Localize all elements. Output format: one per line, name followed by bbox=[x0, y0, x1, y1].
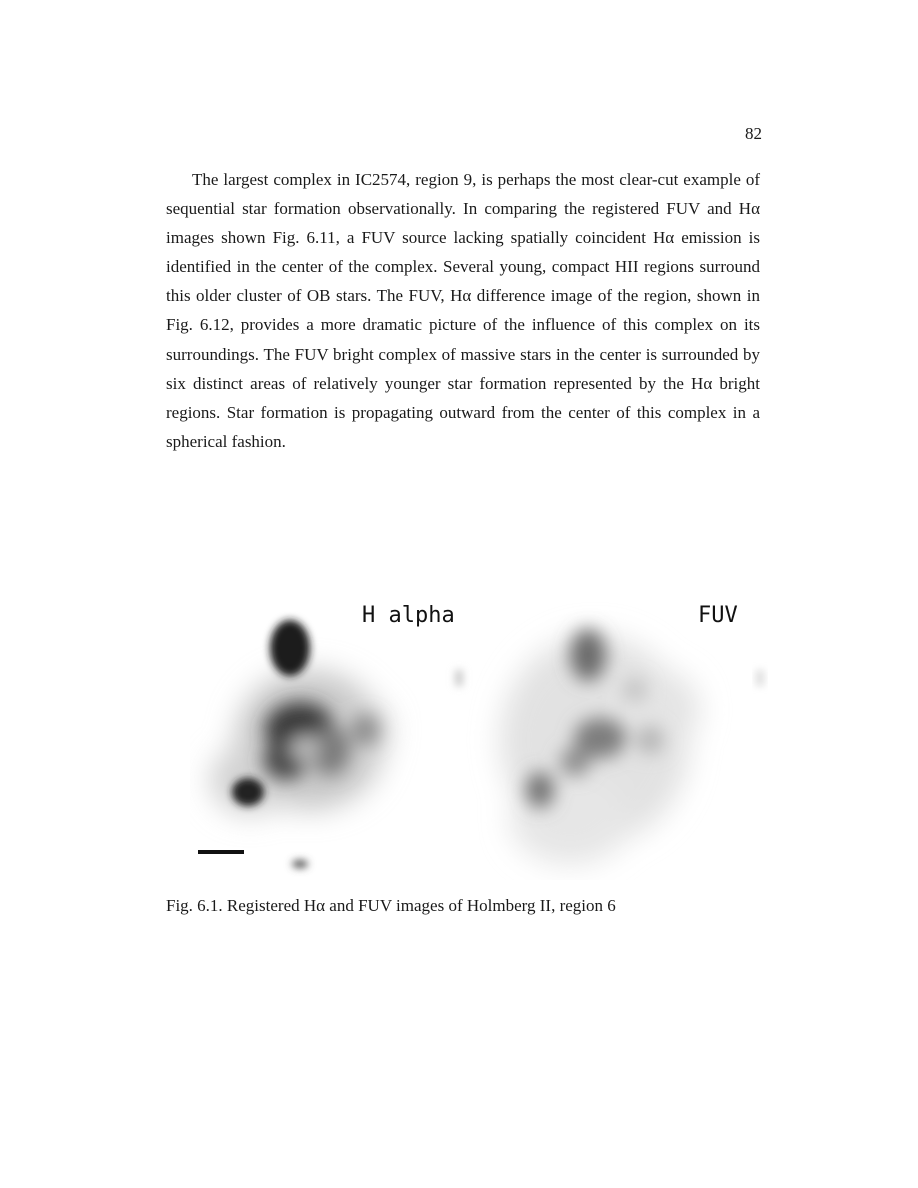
figure-images bbox=[190, 590, 780, 880]
fuv-image bbox=[500, 603, 764, 865]
page-number: 82 bbox=[745, 124, 762, 143]
scale-bar bbox=[198, 850, 244, 854]
panel-label-halpha: H alpha bbox=[362, 603, 455, 628]
halpha-north-knot bbox=[270, 620, 310, 676]
halpha-southwest-knot bbox=[232, 778, 264, 806]
panel-label-fuv: FUV bbox=[698, 603, 738, 628]
halpha-image bbox=[198, 603, 463, 868]
body-paragraph: The largest complex in IC2574, region 9, is perhaps the most clear-cut example of sequential star formation observationally. In comparing the registered FUV and Hα images shown Fig. 6.11, a FUV source lacking spatially coincident Hα emission is identified in the center of the complex. Several young, compact HII regions surround this older cluster of OB stars. The FUV, Hα difference image of the region, shown in Fig. 6.12, provides a more dramatic picture of the influence of this complex on its surroundings. The FUV bright complex of massive stars in the center is surrounded by six distinct areas of relatively younger star formation represented by the Hα bright regions. Star formation is propagating outward from the center of this complex in a spherical fashion. bbox=[166, 170, 760, 451]
fuv-faint-spots bbox=[756, 670, 764, 686]
figure-halpha-fuv bbox=[190, 590, 780, 880]
figure-caption: Fig. 6.1. Registered Hα and FUV images of Holmberg II, region 6 bbox=[166, 896, 616, 915]
